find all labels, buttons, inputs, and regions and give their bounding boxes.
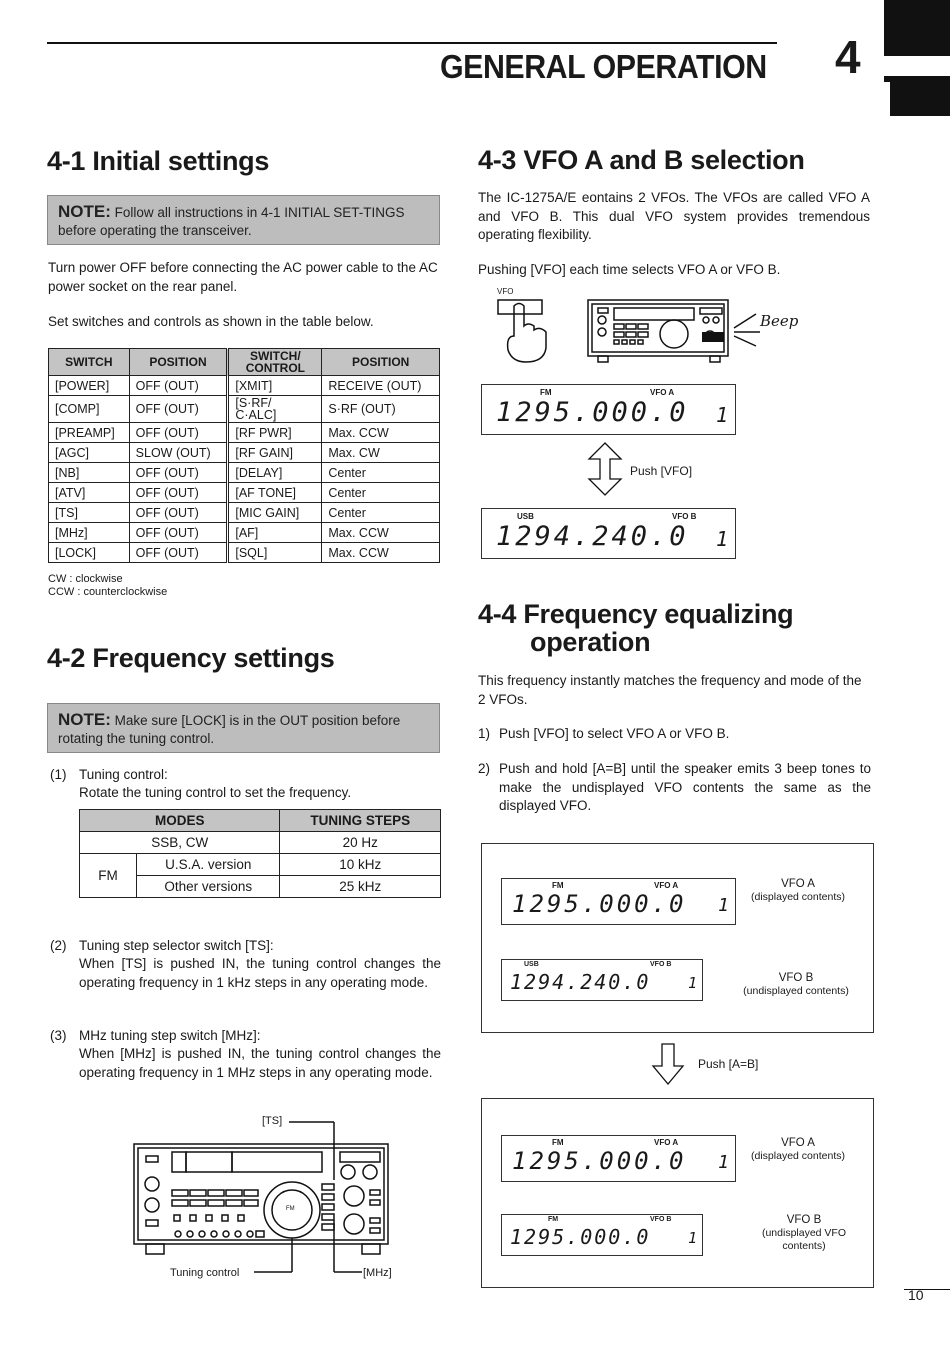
mode-indicator: USB [524, 961, 539, 968]
item-text: Rotate the tuning control to set the frequency. [79, 785, 352, 800]
lcd-display-vfo-a [481, 384, 736, 435]
table-cell: [PREAMP] [49, 423, 130, 443]
table-cell: Max. CW [322, 443, 440, 463]
table-cell: OFF (OUT) [129, 543, 228, 563]
legend-cw: CW : clockwise [48, 573, 123, 585]
note-text: Follow all instructions in 4-1 INITIAL SET-TINGS before operating the transceiver. [58, 205, 405, 238]
frequency-readout: 1295.000.0 [496, 397, 689, 428]
table-cell: SSB, CW [80, 832, 280, 854]
lcd-display-vfo-a [501, 878, 736, 925]
table-cell: [LOCK] [49, 543, 130, 563]
item-title: MHz tuning step switch [MHz]: [79, 1028, 261, 1043]
paragraph: Set switches and controls as shown in the table below. [48, 314, 374, 329]
svg-text:FM: FM [286, 1206, 295, 1212]
table-cell: [MIC GAIN] [228, 503, 322, 523]
channel-readout: 1 [718, 1152, 729, 1173]
table-cell: Other versions [137, 876, 280, 898]
lcd-display-vfo-a [501, 1135, 736, 1182]
table-cell: Max. CCW [322, 543, 440, 563]
note-text: Make sure [LOCK] is in the OUT position before rotating the tuning control. [58, 713, 401, 746]
table-cell: Max. CCW [322, 523, 440, 543]
table-cell: Max. CCW [322, 423, 440, 443]
table-cell: U.S.A. version [137, 854, 280, 876]
table-cell: [ATV] [49, 483, 130, 503]
table-cell: 20 Hz [280, 832, 441, 854]
ts-callout-label: [TS] [262, 1115, 283, 1127]
chapter-tab-lower [890, 82, 950, 116]
section-4-4-title: 4-4 Frequency equalizing [478, 599, 794, 629]
table-cell: OFF (OUT) [129, 483, 228, 503]
frequency-readout: 1295.000.0 [512, 890, 687, 918]
step-number: 2) [478, 761, 491, 776]
caption-title: VFO B [778, 972, 814, 984]
paragraph: The IC-1275A/E eontains 2 VFOs. The VFOs are called VFO A and VFO B. This dual VFO system provides tremendous operating flexibility. [478, 190, 870, 242]
note-box-4-2 [47, 703, 440, 753]
section-4-3-title: 4-3 VFO A and B selection [478, 145, 805, 175]
page-number: 10 [908, 1287, 924, 1303]
vfo-button-press-illustration [494, 296, 804, 366]
caption-detail: (displayed contents) [751, 1150, 845, 1162]
step-text: Push [VFO] to select VFO A or VFO B. [499, 726, 730, 741]
lcd-display-vfo-b [481, 508, 736, 559]
table-cell: OFF (OUT) [129, 396, 228, 423]
table-cell: [S·RF/ C·ALC] [228, 396, 322, 423]
legend-ccw: CCW : counterclockwise [48, 586, 168, 598]
note-label: NOTE: [58, 710, 111, 729]
table-header: TUNING STEPS [280, 810, 441, 832]
table-cell: Center [322, 463, 440, 483]
vfo-indicator: VFO A [650, 388, 675, 397]
table-row [49, 463, 440, 483]
channel-readout: 1 [716, 527, 729, 551]
table-cell: OFF (OUT) [129, 463, 228, 483]
header-rule [47, 42, 777, 44]
item-number: (2) [50, 938, 67, 953]
table-cell: S·RF (OUT) [322, 396, 440, 423]
channel-readout: 1 [718, 895, 729, 916]
table-header: POSITION [322, 349, 440, 376]
table-cell: OFF (OUT) [129, 376, 228, 396]
item-text: When [TS] is pushed IN, the tuning control changes the operating frequency in 1 kHz steps in any operating mode. [79, 956, 441, 990]
channel-readout: 1 [716, 403, 729, 427]
table-row [80, 854, 441, 876]
table-row [49, 523, 440, 543]
initial-settings-table [48, 348, 440, 563]
mode-indicator: USB [517, 512, 534, 521]
table-row [49, 543, 440, 563]
vfo-indicator: VFO A [654, 1138, 679, 1147]
item-text: When [MHz] is pushed IN, the tuning control changes the operating frequency in 1 MHz steps in any operating mode. [79, 1046, 441, 1080]
table-cell: [AF TONE] [228, 483, 322, 503]
tuning-control-callout-label: Tuning control [170, 1267, 240, 1279]
down-arrow-icon [651, 1042, 685, 1086]
vfo-indicator: VFO B [672, 512, 697, 521]
push-ab-label: Push [A=B] [698, 1057, 759, 1071]
bidirectional-arrow-icon [585, 441, 625, 497]
channel-readout: 1 [688, 974, 698, 992]
table-row [49, 443, 440, 463]
item-number: (1) [50, 767, 67, 782]
frequency-readout: 1295.000.0 [510, 1225, 651, 1249]
caption-detail: (undisplayed contents) [743, 985, 849, 997]
radio-front-panel-illustration [126, 1112, 406, 1282]
table-header: SWITCH [49, 349, 130, 376]
channel-readout: 1 [688, 1229, 698, 1247]
table-cell: FM [80, 854, 137, 898]
before-equalize-panel [481, 843, 874, 1033]
chapter-title: GENERAL OPERATION [440, 48, 767, 85]
vfo-key-label: VFO [497, 287, 514, 296]
vfo-b-caption [744, 1214, 864, 1253]
table-cell: [COMP] [49, 396, 130, 423]
frequency-readout: 1294.240.0 [496, 521, 689, 552]
caption-title: VFO B [786, 1214, 822, 1226]
table-row [49, 423, 440, 443]
table-cell: 25 kHz [280, 876, 441, 898]
section-4-4-title-line2: operation [530, 627, 651, 657]
frequency-readout: 1294.240.0 [510, 970, 651, 994]
table-row [49, 483, 440, 503]
paragraph: Turn power OFF before connecting the AC power cable to the AC power socket on the rear panel. [48, 260, 438, 294]
table-cell: [AF] [228, 523, 322, 543]
vfo-a-caption [750, 878, 846, 904]
mode-indicator: FM [540, 388, 552, 397]
item-title: Tuning control: [79, 767, 168, 782]
note-box-4-1 [47, 195, 440, 245]
table-cell: [MHz] [49, 523, 130, 543]
table-cell: [RF PWR] [228, 423, 322, 443]
chapter-tab-notch [884, 56, 950, 76]
table-cell: OFF (OUT) [129, 523, 228, 543]
caption-detail: (displayed contents) [751, 891, 845, 903]
frequency-readout: 1295.000.0 [512, 1147, 687, 1175]
vfo-indicator: VFO B [650, 961, 672, 968]
table-cell: [TS] [49, 503, 130, 523]
table-row [49, 396, 440, 423]
table-cell: [RF GAIN] [228, 443, 322, 463]
table-cell: [AGC] [49, 443, 130, 463]
table-row [49, 376, 440, 396]
vfo-indicator: VFO B [650, 1216, 672, 1223]
table-cell: RECEIVE (OUT) [322, 376, 440, 396]
caption-title: VFO A [781, 1137, 815, 1149]
table-cell: Center [322, 503, 440, 523]
table-header: SWITCH/ CONTROL [228, 349, 322, 376]
table-cell: Center [322, 483, 440, 503]
push-vfo-label: Push [VFO] [630, 464, 693, 478]
vfo-a-caption [750, 1137, 846, 1163]
mhz-callout-label: [MHz] [363, 1267, 392, 1279]
tuning-steps-table [79, 809, 441, 898]
table-row [80, 832, 441, 854]
table-cell: [SQL] [228, 543, 322, 563]
mode-indicator: FM [552, 1138, 564, 1147]
table-cell: OFF (OUT) [129, 503, 228, 523]
caption-title: VFO A [781, 878, 815, 890]
item-title: Tuning step selector switch [TS]: [79, 938, 274, 953]
table-cell: [NB] [49, 463, 130, 483]
paragraph: This frequency instantly matches the frequency and mode of the 2 VFOs. [478, 673, 862, 707]
lcd-display-vfo-b [501, 1214, 703, 1256]
table-cell: OFF (OUT) [129, 423, 228, 443]
table-header: POSITION [129, 349, 228, 376]
item-number: (3) [50, 1028, 67, 1043]
table-cell: SLOW (OUT) [129, 443, 228, 463]
section-4-1-title: 4-1 Initial settings [47, 146, 270, 176]
vfo-indicator: VFO A [654, 881, 679, 890]
table-row [49, 503, 440, 523]
mode-indicator: FM [548, 1216, 559, 1223]
lcd-display-vfo-b [501, 959, 703, 1001]
after-equalize-panel [481, 1098, 874, 1288]
table-cell: [DELAY] [228, 463, 322, 483]
beep-indicator: Beep [760, 312, 799, 330]
section-4-2-title: 4-2 Frequency settings [47, 643, 335, 673]
table-cell: 10 kHz [280, 854, 441, 876]
step-number: 1) [478, 726, 491, 741]
table-header: MODES [80, 810, 280, 832]
mode-indicator: FM [552, 881, 564, 890]
caption-detail: (undisplayed VFO contents) [761, 1227, 847, 1252]
table-cell: [XMIT] [228, 376, 322, 396]
note-label: NOTE: [58, 202, 111, 221]
table-cell: [POWER] [49, 376, 130, 396]
vfo-b-caption [728, 972, 864, 998]
step-text: Push and hold [A=B] until the speaker emits 3 beep tones to make the undisplayed VFO contents the same as the displayed VFO. [499, 761, 871, 813]
chapter-number: 4 [835, 31, 861, 83]
paragraph: Pushing [VFO] each time selects VFO A or VFO B. [478, 262, 781, 277]
